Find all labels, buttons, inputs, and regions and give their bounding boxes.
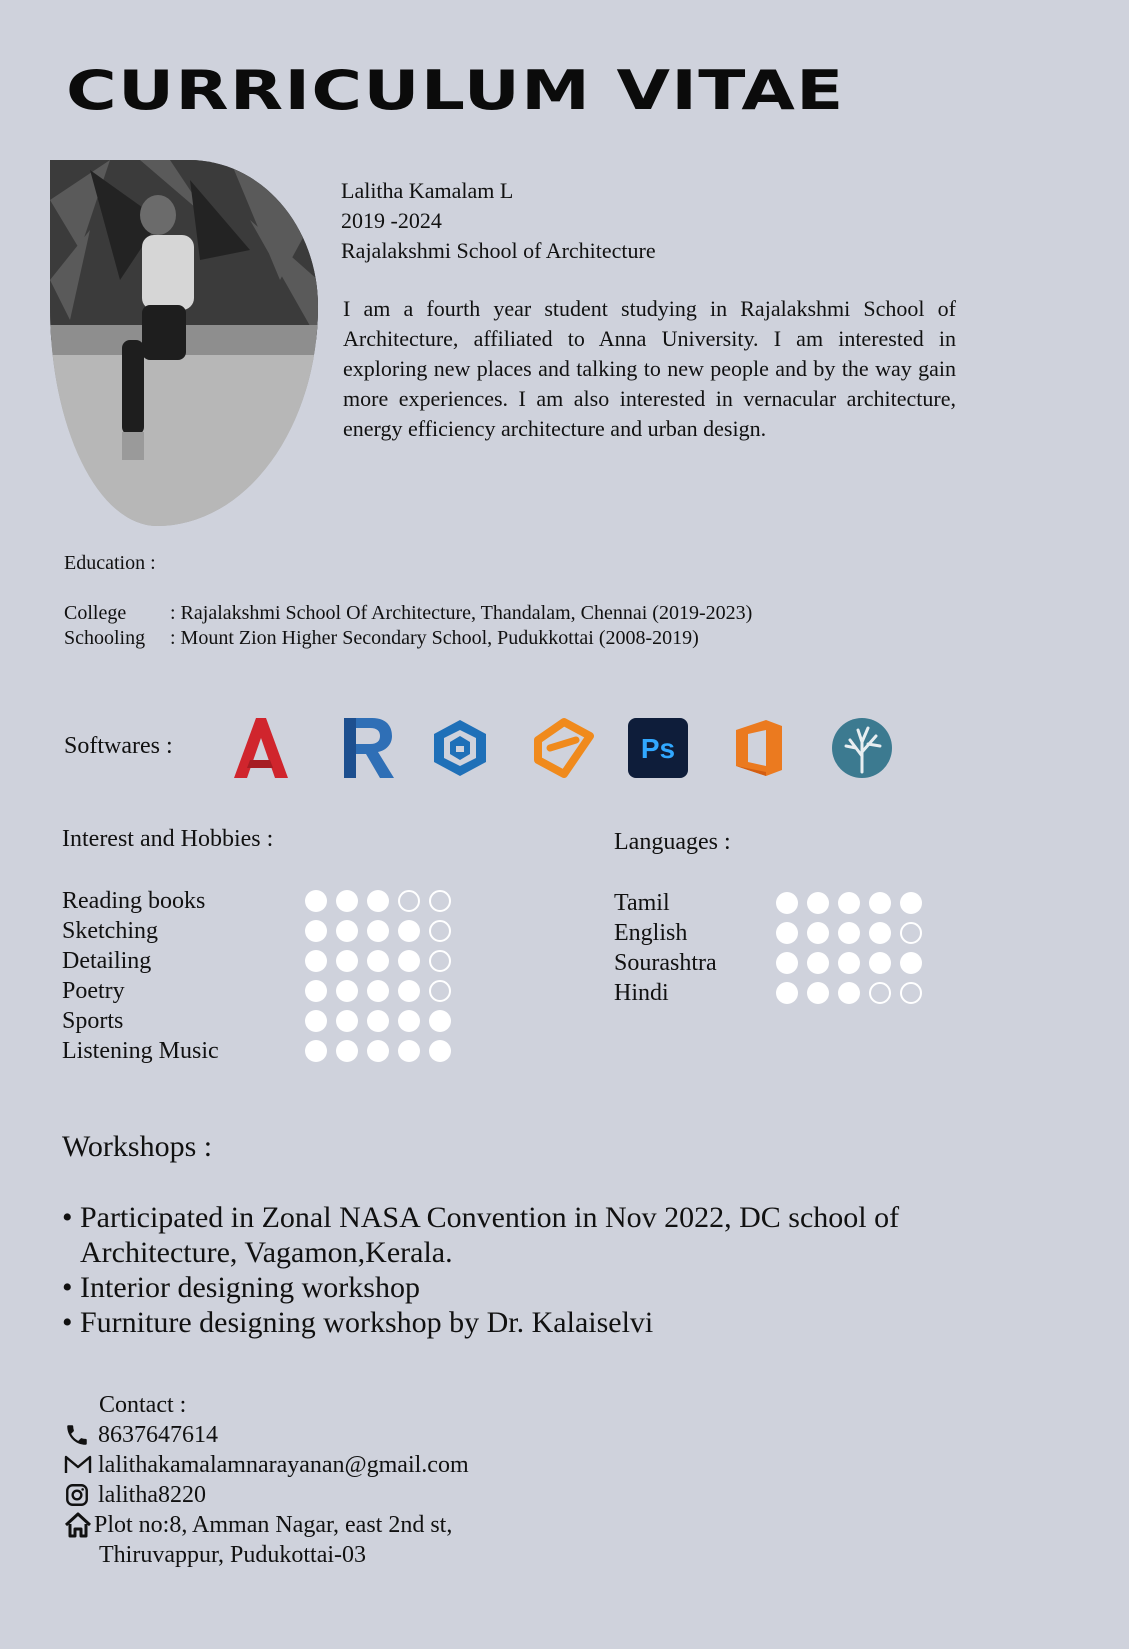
rating-dot-filled [398, 920, 420, 942]
language-rating [776, 892, 922, 914]
workshop-item [62, 1200, 962, 1270]
rating-dot-filled [869, 952, 891, 974]
education-row [64, 601, 752, 626]
phone-icon [64, 1422, 96, 1448]
hobby-rating [305, 980, 451, 1002]
rating-dot-filled [336, 920, 358, 942]
contact-instagram[interactable]: lalitha8220 [98, 1482, 206, 1508]
rating-dot-filled [776, 922, 798, 944]
rating-dot-filled [336, 980, 358, 1002]
rating-dot-filled [305, 1040, 327, 1062]
rating-dot-filled [807, 982, 829, 1004]
lumion-icon [830, 716, 894, 780]
rating-dot-filled [429, 1040, 451, 1062]
rating-dot-filled [336, 1010, 358, 1032]
profile-photo [50, 160, 318, 526]
rating-dot-filled [305, 1010, 327, 1032]
rating-dot-filled [305, 980, 327, 1002]
rating-dot-filled [776, 892, 798, 914]
rating-dot-filled [305, 890, 327, 912]
rating-dot-filled [367, 1010, 389, 1032]
hobby-row [62, 916, 482, 946]
page-title: CURRICULUM VITAE [66, 59, 845, 122]
education-key: College [64, 602, 127, 624]
language-rating [776, 922, 922, 944]
workshop-item [62, 1270, 962, 1305]
rating-dot-empty [869, 982, 891, 1004]
language-row [614, 948, 954, 978]
workshop-item [62, 1305, 962, 1340]
hobby-rating [305, 1040, 451, 1062]
rating-dot-filled [398, 980, 420, 1002]
language-rating [776, 952, 922, 974]
workshop-text: Participated in Zonal NASA Convention in Nov 2022, DC school of Architecture, Vagamon,Kerala. [80, 1201, 900, 1269]
education-row [64, 626, 752, 651]
profile-name: Lalitha Kamalam L [341, 178, 514, 203]
language-rating [776, 982, 922, 1004]
rating-dot-filled [336, 950, 358, 972]
hobby-name: Reading books [62, 888, 206, 914]
rating-dot-filled [807, 892, 829, 914]
hobby-rating [305, 1010, 451, 1032]
hobby-row [62, 1006, 482, 1036]
rating-dot-filled [398, 1040, 420, 1062]
rating-dot-filled [367, 890, 389, 912]
revit-icon [336, 716, 400, 780]
hobby-rating [305, 890, 451, 912]
hobby-rating [305, 950, 451, 972]
contact-phone-row [64, 1420, 469, 1450]
contact-email-row [64, 1450, 469, 1480]
softwares-heading: Softwares : [64, 733, 173, 759]
rating-dot-filled [807, 922, 829, 944]
rating-dot-filled [429, 1010, 451, 1032]
hobby-name: Sports [62, 1008, 124, 1034]
rating-dot-filled [367, 920, 389, 942]
contact-address-line2: Thiruvappur, Pudukottai-03 [99, 1542, 366, 1568]
education-list [64, 601, 752, 651]
rating-dot-filled [900, 952, 922, 974]
workshop-text: Furniture designing workshop by Dr. Kalaiselvi [80, 1306, 654, 1339]
enscape-icon [532, 716, 596, 780]
rating-dot-empty [900, 982, 922, 1004]
language-name: English [614, 920, 688, 946]
workshops-heading: Workshops : [62, 1130, 213, 1163]
education-key: Schooling [64, 627, 146, 649]
rating-dot-filled [807, 952, 829, 974]
hobby-row [62, 886, 482, 916]
hobbies-heading: Interest and Hobbies : [62, 826, 274, 852]
rating-dot-filled [869, 922, 891, 944]
contact-address-row [64, 1510, 469, 1540]
workshop-text: Interior designing workshop [80, 1271, 420, 1304]
hobby-name: Poetry [62, 978, 125, 1004]
rating-dot-empty [429, 980, 451, 1002]
mail-icon [64, 1452, 96, 1478]
language-name: Tamil [614, 890, 670, 916]
rating-dot-filled [367, 1040, 389, 1062]
hobbies-list [62, 886, 482, 1066]
contact-section [64, 1390, 469, 1570]
contact-heading: Contact : [99, 1392, 187, 1418]
profile-school: Rajalakshmi School of Architecture [341, 238, 656, 263]
hobby-name: Listening Music [62, 1038, 219, 1064]
rating-dot-filled [398, 950, 420, 972]
languages-list [614, 888, 954, 1008]
rating-dot-filled [305, 950, 327, 972]
language-row [614, 918, 954, 948]
office-icon [728, 716, 792, 780]
contact-instagram-row [64, 1480, 469, 1510]
rating-dot-filled [398, 1010, 420, 1032]
hobby-row [62, 1036, 482, 1066]
rating-dot-filled [900, 892, 922, 914]
contact-address-line1: Plot no:8, Amman Nagar, east 2nd st, [94, 1512, 453, 1538]
rating-dot-filled [838, 952, 860, 974]
bullet: • [62, 1271, 73, 1304]
language-row [614, 978, 954, 1008]
rating-dot-filled [838, 922, 860, 944]
instagram-icon [64, 1482, 96, 1508]
hobby-name: Detailing [62, 948, 152, 974]
hobby-name: Sketching [62, 918, 158, 944]
languages-heading: Languages : [614, 829, 731, 855]
rating-dot-filled [336, 1040, 358, 1062]
rating-dot-empty [429, 950, 451, 972]
contact-email[interactable]: lalithakamalamnarayanan@gmail.com [98, 1452, 469, 1478]
sketchup-icon [428, 716, 492, 780]
rating-dot-empty [429, 920, 451, 942]
language-row [614, 888, 954, 918]
contact-phone[interactable]: 8637647614 [98, 1422, 218, 1448]
rating-dot-filled [869, 892, 891, 914]
rating-dot-filled [838, 982, 860, 1004]
rating-dot-filled [776, 982, 798, 1004]
rating-dot-empty [398, 890, 420, 912]
rating-dot-filled [838, 892, 860, 914]
rating-dot-filled [776, 952, 798, 974]
software-icons [224, 716, 904, 780]
profile-bio: I am a fourth year student studying in Rajalakshmi School of Architecture, affiliated to Anna University. I am interested in exploring new places and talking to new people and by the way gain more experiences. I am also interested in vernacular architecture, energy efficiency architecture and urban design. [343, 296, 956, 441]
education-value: : Rajalakshmi School Of Architecture, Thandalam, Chennai (2019-2023) [170, 602, 753, 624]
profile-intro [341, 176, 656, 266]
rating-dot-filled [305, 920, 327, 942]
rating-dot-empty [429, 890, 451, 912]
workshops-list [62, 1200, 962, 1340]
language-name: Sourashtra [614, 950, 717, 976]
hobby-row [62, 946, 482, 976]
home-icon [64, 1512, 94, 1538]
education-heading: Education : [64, 552, 156, 574]
rating-dot-filled [367, 950, 389, 972]
language-name: Hindi [614, 980, 669, 1006]
photoshop-icon-text: Ps [640, 733, 676, 764]
hobby-row [62, 976, 482, 1006]
rating-dot-empty [900, 922, 922, 944]
hobby-rating [305, 920, 451, 942]
profile-years: 2019 -2024 [341, 208, 442, 233]
rating-dot-filled [336, 890, 358, 912]
rating-dot-filled [367, 980, 389, 1002]
bullet: • [62, 1201, 73, 1234]
bullet: • [62, 1306, 73, 1339]
photoshop-icon [626, 716, 690, 780]
education-value: : Mount Zion Higher Secondary School, Pudukkottai (2008-2019) [170, 627, 699, 649]
autocad-icon [228, 716, 292, 780]
